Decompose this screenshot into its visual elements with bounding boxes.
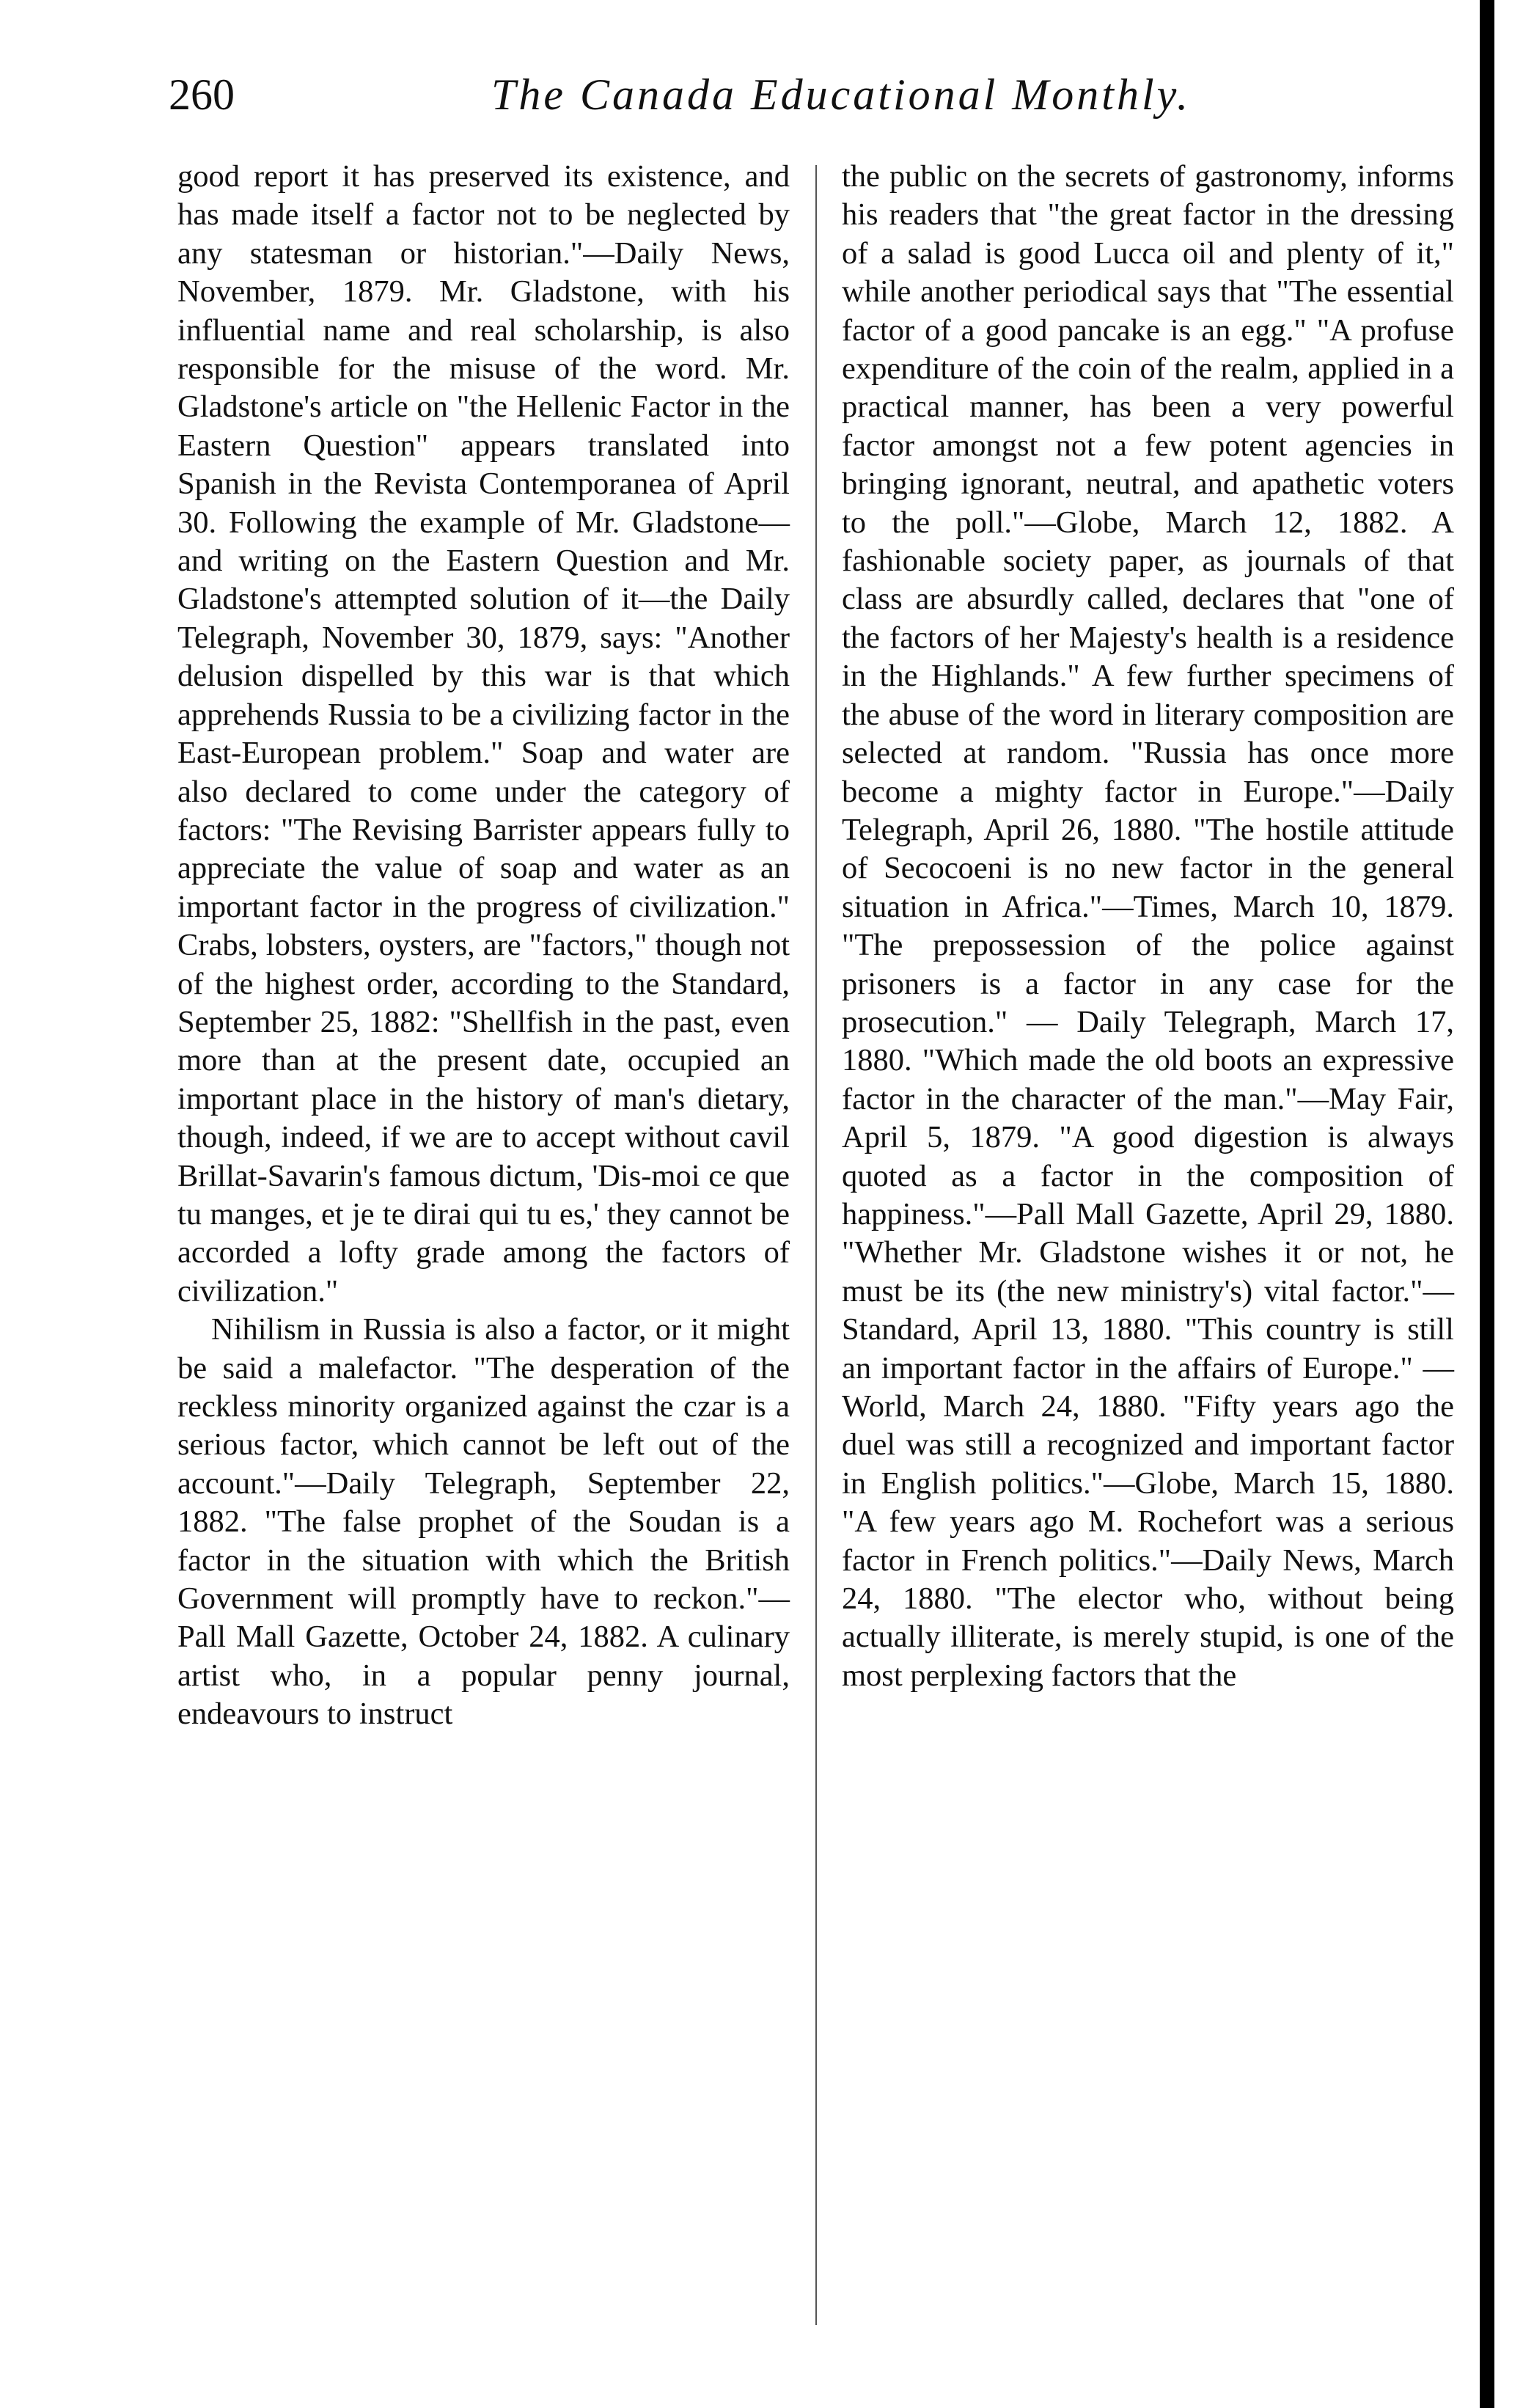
right-column [842,158,1454,1695]
left-column [177,158,790,1734]
page-header [169,70,1313,128]
page-number: 260 [169,70,235,119]
right-paragraph-1: the public on the secrets of gastronomy, informs his readers that "the great factor in the dressing of a salad is good Lucca oil and plenty of it," while another periodical says that "The essential factor of a good pancake is an egg." "A profuse expenditure of the coin of the realm, applied in a practical manner, has been a very powerful factor amongst not a few potent agencies in bringing ignorant, neutral, and apathetic voters to the poll."—Globe, March 12, 1882. A fashionable society paper, as journals of that class are absurdly called, declares that "one of the factors of her Majesty's health is a residence in the Highlands." A few further specimens of the abuse of the word in literary composition are selected at random. "Russia has once more become a mighty factor in Europe."—Daily Telegraph, April 26, 1880. "The hostile attitude of Secocoeni is no new factor in the general situation in Africa."—Times, March 10, 1879. "The prepossession of the police against prisoners is a factor in any case for the prosecution." — Daily Telegraph, March 17, 1880. "Which made the old boots an expressive factor in the character of the man."—May Fair, April 5, 1879. "A good digestion is always quoted as a factor in the composition of happiness."—Pall Mall Gazette, April 29, 1880. "Whether Mr. Gladstone wishes it or not, he must be its (the new ministry's) vital factor."—Standard, April 13, 1880. "This country is still an important factor in the affairs of Europe." — World, March 24, 1880. "Fifty years ago the duel was still a recognized and important factor in English politics."—Globe, March 15, 1880. "A few years ago M. Rochefort was a serious factor in French politics."—Daily News, March 24, 1880. "The elector who, without being actually illiterate, is merely stupid, is one of the most perplexing factors that the [842,159,1454,1693]
column-divider [815,165,817,2325]
left-paragraph-1: good report it has preserved its existence, and has made itself a factor not to be neglected by any statesman or historian."—Daily News, November, 1879. Mr. Gladstone, with his influential name and real scholarship, is also responsible for the misuse of the word. Mr. Gladstone's article on "the Hellenic Factor in the Eastern Question" appears translated into Spanish in the Revista Contemporanea of April 30. Following the example of Mr. Gladstone—and writing on the Eastern Question and Mr. Gladstone's attempted solution of it—the Daily Telegraph, November 30, 1879, says: "Another delusion dispelled by this war is that which apprehends Russia to be a civilizing factor in the East-European problem." Soap and water are also declared to come under the category of factors: "The Revising Barrister appears fully to appreciate the value of soap and water as an important factor in the progress of civilization." Crabs, lobsters, oysters, are "factors," though not of the highest order, according to the Standard, September 25, 1882: "Shellfish in the past, even more than at the present date, occupied an important place in the history of man's dietary, though, indeed, if we are to accept without cavil Brillat-Savarin's famous dictum, 'Dis-moi ce que tu manges, et je te dirai qui tu es,' they cannot be accorded a lofty grade among the factors of civilization." [177,159,790,1309]
page-edge-shadow [1480,0,1494,2408]
running-title: The Canada Educational Monthly. [491,70,1191,119]
left-paragraph-2: Nihilism in Russia is also a factor, or it might be said a malefactor. "The desperation of the reckless minority organized against the czar is a serious factor, which cannot be left out of the account."—Daily Telegraph, September 22, 1882. "The false prophet of the Soudan is a factor in the situation with which the British Government will promptly have to reckon."—Pall Mall Gazette, October 24, 1882. A culinary artist who, in a popular penny journal, endeavours to instruct [177,1312,790,1732]
